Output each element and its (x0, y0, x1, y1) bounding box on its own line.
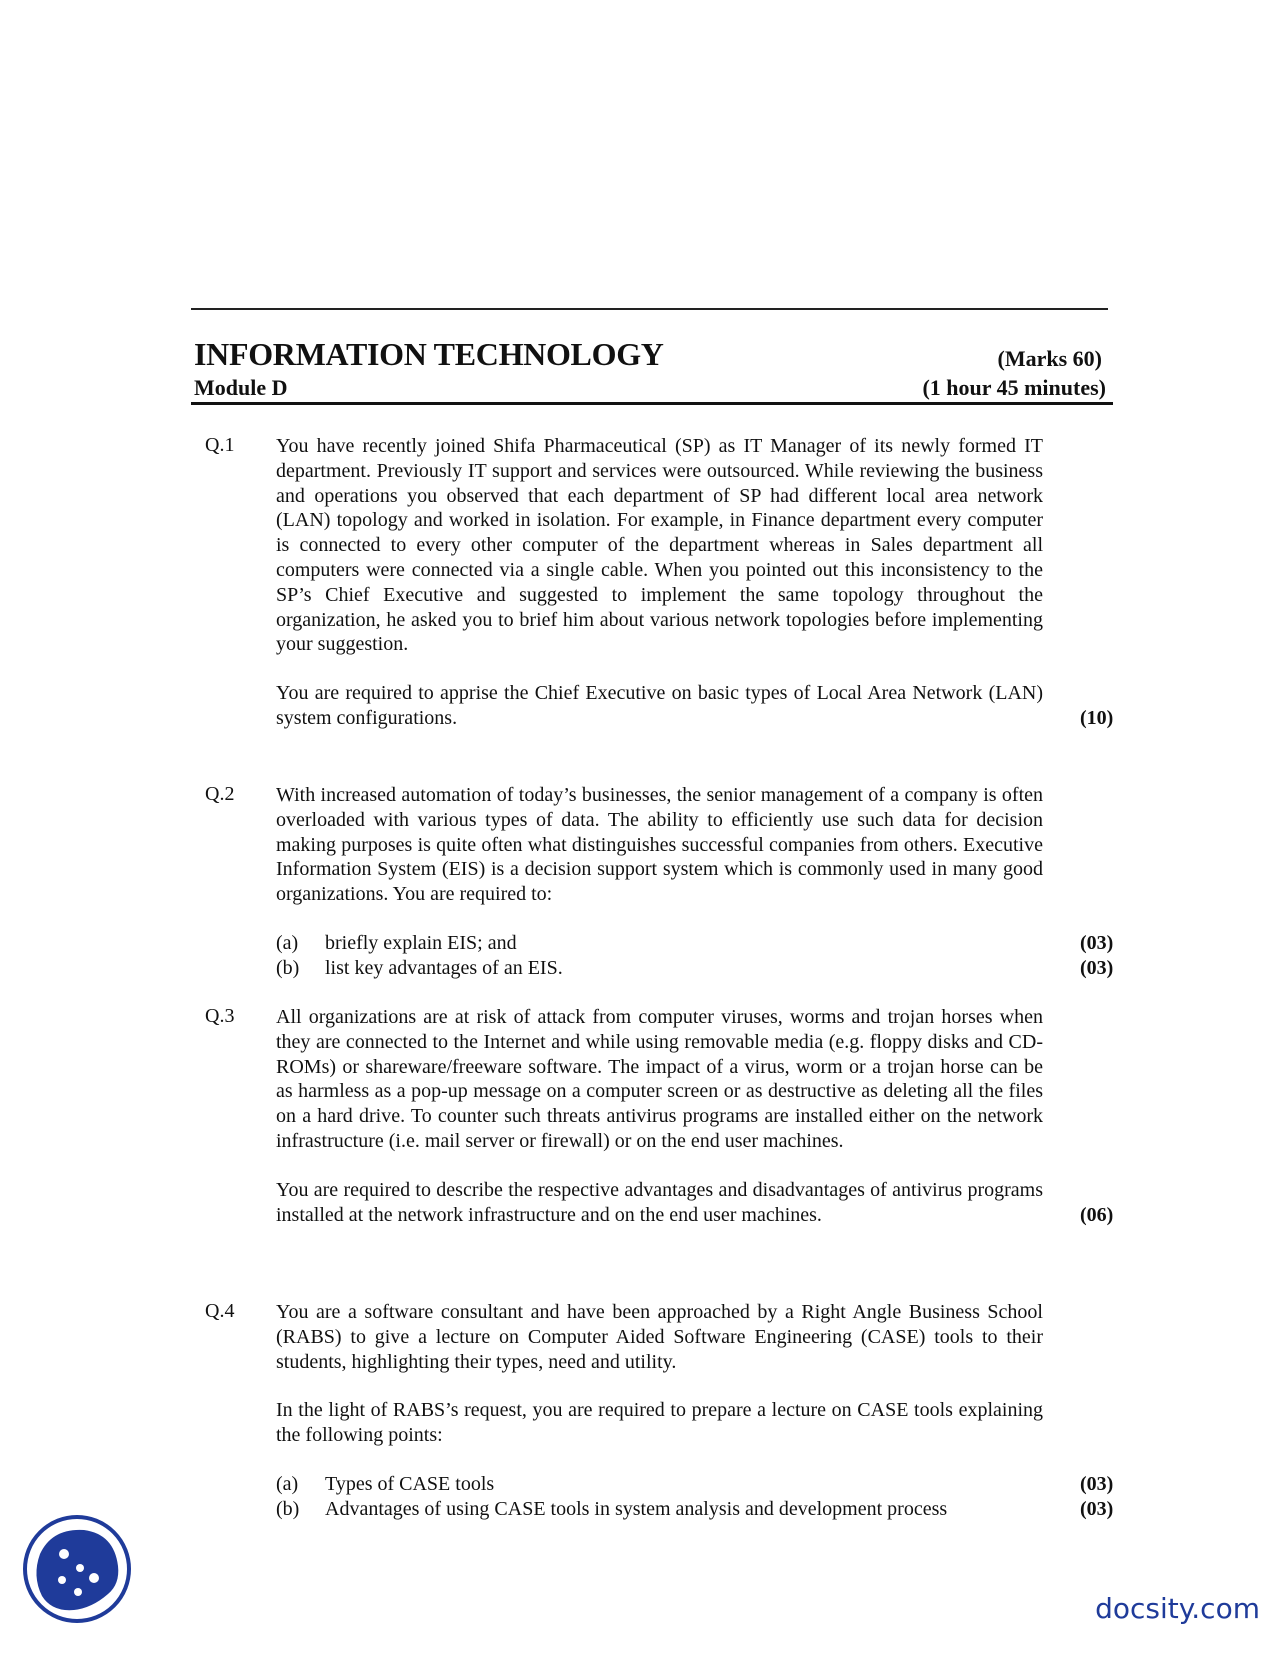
sub-question (276, 1497, 1114, 1522)
question-body (276, 434, 1114, 755)
sub-question-mark: (03) (1080, 956, 1114, 979)
question-paragraph: In the light of RABS’s request, you are required to prepare a lecture on CASE tools explaining the following points: (276, 1399, 1043, 1447)
question-paragraph (276, 1178, 1114, 1228)
question-paragraph: All organizations are at risk of attack from computer viruses, worms and trojan horses when they are connected to the Internet and while using removable media (e.g. floppy disks and CD-ROMs) or shareware/freeware software. The impact of a virus, worm or a trojan horse can be as harmless as a pop-up message on a computer screen or as destructive as deleting all the files on a hard drive. To counter such threats antivirus programs are installed either on the network infrastructure (i.e. mail server or firewall) or on the end user machines. (276, 1006, 1043, 1152)
question-number: Q.1 (205, 434, 235, 456)
top-divider (191, 308, 1108, 310)
sub-question-text: list key advantages of an EIS. (325, 956, 563, 979)
exam-duration: (1 hour 45 minutes) (922, 375, 1106, 400)
sub-question-list (276, 1472, 1114, 1522)
sub-question-mark: (03) (1080, 1497, 1114, 1520)
exam-title: INFORMATION TECHNOLOGY (194, 336, 664, 372)
sub-question (276, 956, 1114, 981)
question-requirement: You are required to describe the respective advantages and disadvantages of antivirus programs installed at the network infrastructure and on the end user machines. (276, 1178, 1043, 1226)
sub-question-text: briefly explain EIS; and (325, 931, 517, 954)
question-paragraph (276, 681, 1114, 731)
sub-question-list (276, 931, 1114, 981)
module-label: Module D (194, 375, 288, 400)
sub-question-letter: (a) (276, 1472, 299, 1495)
docsity-logo-icon[interactable] (22, 1514, 132, 1624)
question-body (276, 783, 1114, 981)
question-paragraph: With increased automation of today’s businesses, the senior management of a company is often overloaded with various types of data. The ability to efficiently use such data for decision making purposes is quite often what distinguishes successful companies from others. Executive Information System (EIS) is a decision support system which is commonly used in many good organizations. You are required to: (276, 784, 1043, 906)
sub-question-mark: (03) (1080, 931, 1114, 954)
question-paragraph: You are a software consultant and have been approached by a Right Angle Business School (RABS) to give a lecture on Computer Aided Software Engineering (CASE) tools to their students, highlighting their types, need and utility. (276, 1301, 1043, 1373)
header-divider (191, 402, 1113, 405)
sub-question-mark: (03) (1080, 1472, 1114, 1495)
question-body (276, 1300, 1114, 1522)
question-number: Q.3 (205, 1005, 235, 1027)
sub-question (276, 931, 1114, 956)
total-marks: (Marks 60) (997, 346, 1102, 371)
question-number: Q.2 (205, 783, 235, 805)
question-paragraph: You have recently joined Shifa Pharmaceutical (SP) as IT Manager of its newly formed IT department. Previously IT support and services were outsourced. While reviewing the business and operations you observed that each department of SP had different local area network (LAN) topology and worked in isolation. For example, in Finance department every computer is connected to every other computer of the department whereas in Sales department all computers were connected via a single cable. When you pointed out this inconsistency to the SP’s Chief Executive and suggested to implement the same topology throughout the organization, he asked you to brief him about various network topologies before implementing your suggestion. (276, 435, 1043, 656)
sub-question (276, 1472, 1114, 1497)
question-body (276, 1005, 1114, 1251)
sub-question-text: Types of CASE tools (325, 1472, 495, 1495)
question-number: Q.4 (205, 1300, 235, 1322)
question-requirement: You are required to apprise the Chief Executive on basic types of Local Area Network (LAN) system configurations. (276, 682, 1043, 729)
sub-question-text: Advantages of using CASE tools in system analysis and development process (325, 1497, 948, 1520)
docsity-brand-link[interactable]: docsity.com (1095, 1592, 1260, 1625)
question-mark: (10) (1080, 706, 1114, 729)
sub-question-letter: (b) (276, 956, 300, 979)
sub-question-letter: (a) (276, 931, 299, 954)
sub-question-letter: (b) (276, 1497, 300, 1520)
question-mark: (06) (1080, 1203, 1114, 1226)
